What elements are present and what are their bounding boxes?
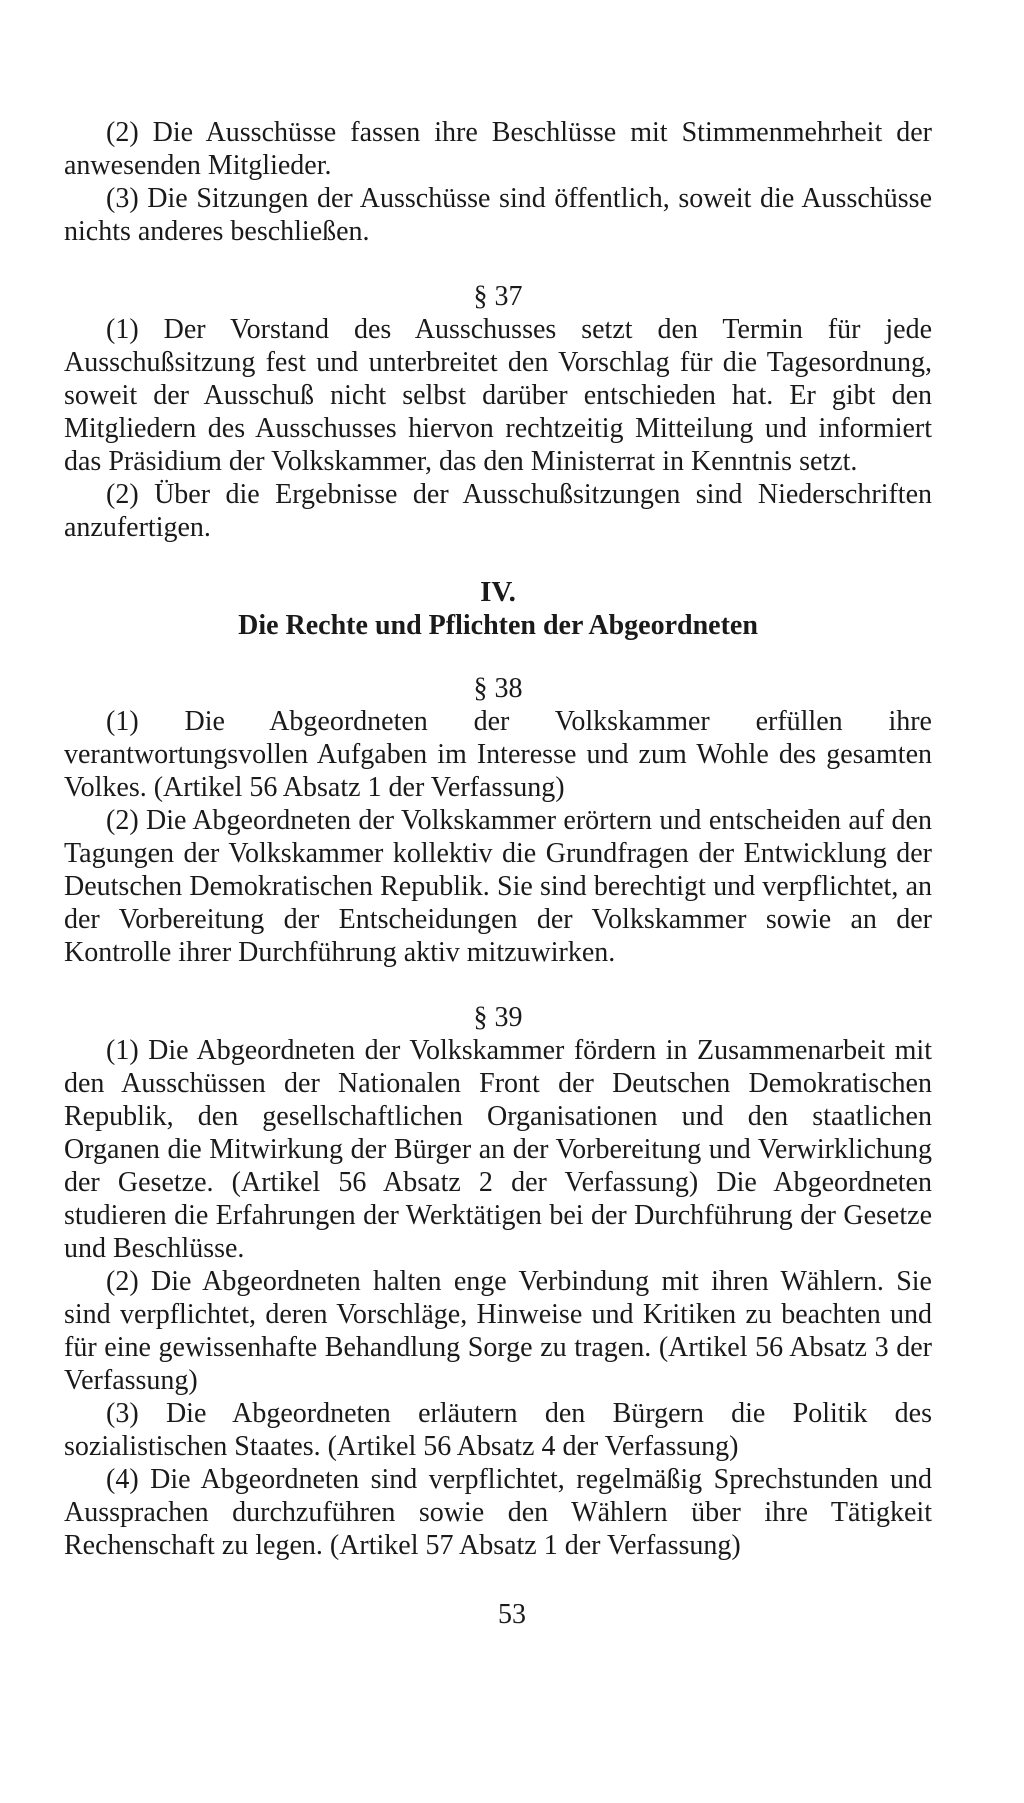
- paragraph-39-3: (3) Die Abgeordneten erläutern den Bürgern die Politik des sozialistischen Staates. (Artikel 56 Absatz 4 der Verfassung): [64, 1398, 932, 1462]
- paragraph-38-2: (2) Die Abgeordneten der Volkskammer erörtern und entscheiden auf den Tagungen der Volkskammer kollektiv die Grundfragen der Entwicklung der Deutschen Demokratischen Republik. Sie sind berechtigt und verpflichtet, an der Vorbereitung der Entscheidungen der Volkskammer sowie an der Kontrolle ihrer Durchführung aktiv mitzuwirken.: [64, 805, 932, 968]
- paragraph-39-1: (1) Die Abgeordneten der Volkskammer fördern in Zusammenarbeit mit den Ausschüssen der Nationalen Front der Deutschen Demokratischen Republik, den gesellschaftlichen Organisationen und den staatlichen Organen die Mitwirkung der Bürger an der Vorbereitung und Verwirklichung der Gesetze. (Artikel 56 Absatz 2 der Verfassung) Die Abgeordneten studieren die Erfahrungen der Werktätigen bei der Durchführung der Gesetze und Beschlüsse.: [64, 1035, 932, 1264]
- page-number: 53: [498, 1599, 526, 1630]
- paragraph-37-1: (1) Der Vorstand des Ausschusses setzt den Termin für jede Ausschußsitzung fest und unterbreitet den Vorschlag für die Tagesordnung, soweit der Ausschuß nicht selbst darüber entschieden hat. Er gibt den Mitgliedern des Ausschusses hiervon rechtzeitig Mitteilung und informiert das Präsidium der Volkskammer, das den Ministerrat in Kenntnis setzt.: [64, 314, 932, 477]
- paragraph-37-2: (2) Über die Ergebnisse der Ausschußsitzungen sind Niederschriften anzufertigen.: [64, 479, 932, 543]
- page-body: [64, 116, 932, 1562]
- paragraph-38-1: (1) Die Abgeordneten der Volkskammer erfüllen ihre verantwortungsvollen Aufgaben im Interesse und zum Wohle des gesamten Volkes. (Artikel 56 Absatz 1 der Verfassung): [64, 706, 932, 803]
- section-heading-39: § 39: [473, 1002, 523, 1033]
- chapter-title: Die Rechte und Pflichten der Abgeordneten: [238, 610, 758, 641]
- paragraph-39-2: (2) Die Abgeordneten halten enge Verbindung mit ihren Wählern. Sie sind verpflichtet, deren Vorschläge, Hinweise und Kritiken zu beachten und für eine gewissenhafte Behandlung Sorge zu tragen. (Artikel 56 Absatz 3 der Verfassung): [64, 1266, 932, 1396]
- chapter-number: IV.: [480, 576, 516, 608]
- section-heading-37: § 37: [473, 281, 523, 312]
- paragraph-36-2: (2) Die Ausschüsse fassen ihre Beschlüsse mit Stimmenmehrheit der anwesenden Mitglieder.: [64, 117, 932, 181]
- paragraph-36-3: (3) Die Sitzungen der Ausschüsse sind öffentlich, soweit die Ausschüsse nichts anderes beschließen.: [64, 183, 932, 247]
- section-heading-38: § 38: [473, 673, 523, 704]
- paragraph-39-4: (4) Die Abgeordneten sind verpflichtet, regelmäßig Sprechstunden und Aussprachen durchzuführen sowie den Wählern über ihre Tätigkeit Rechenschaft zu legen. (Artikel 57 Absatz 1 der Verfassung): [64, 1464, 932, 1561]
